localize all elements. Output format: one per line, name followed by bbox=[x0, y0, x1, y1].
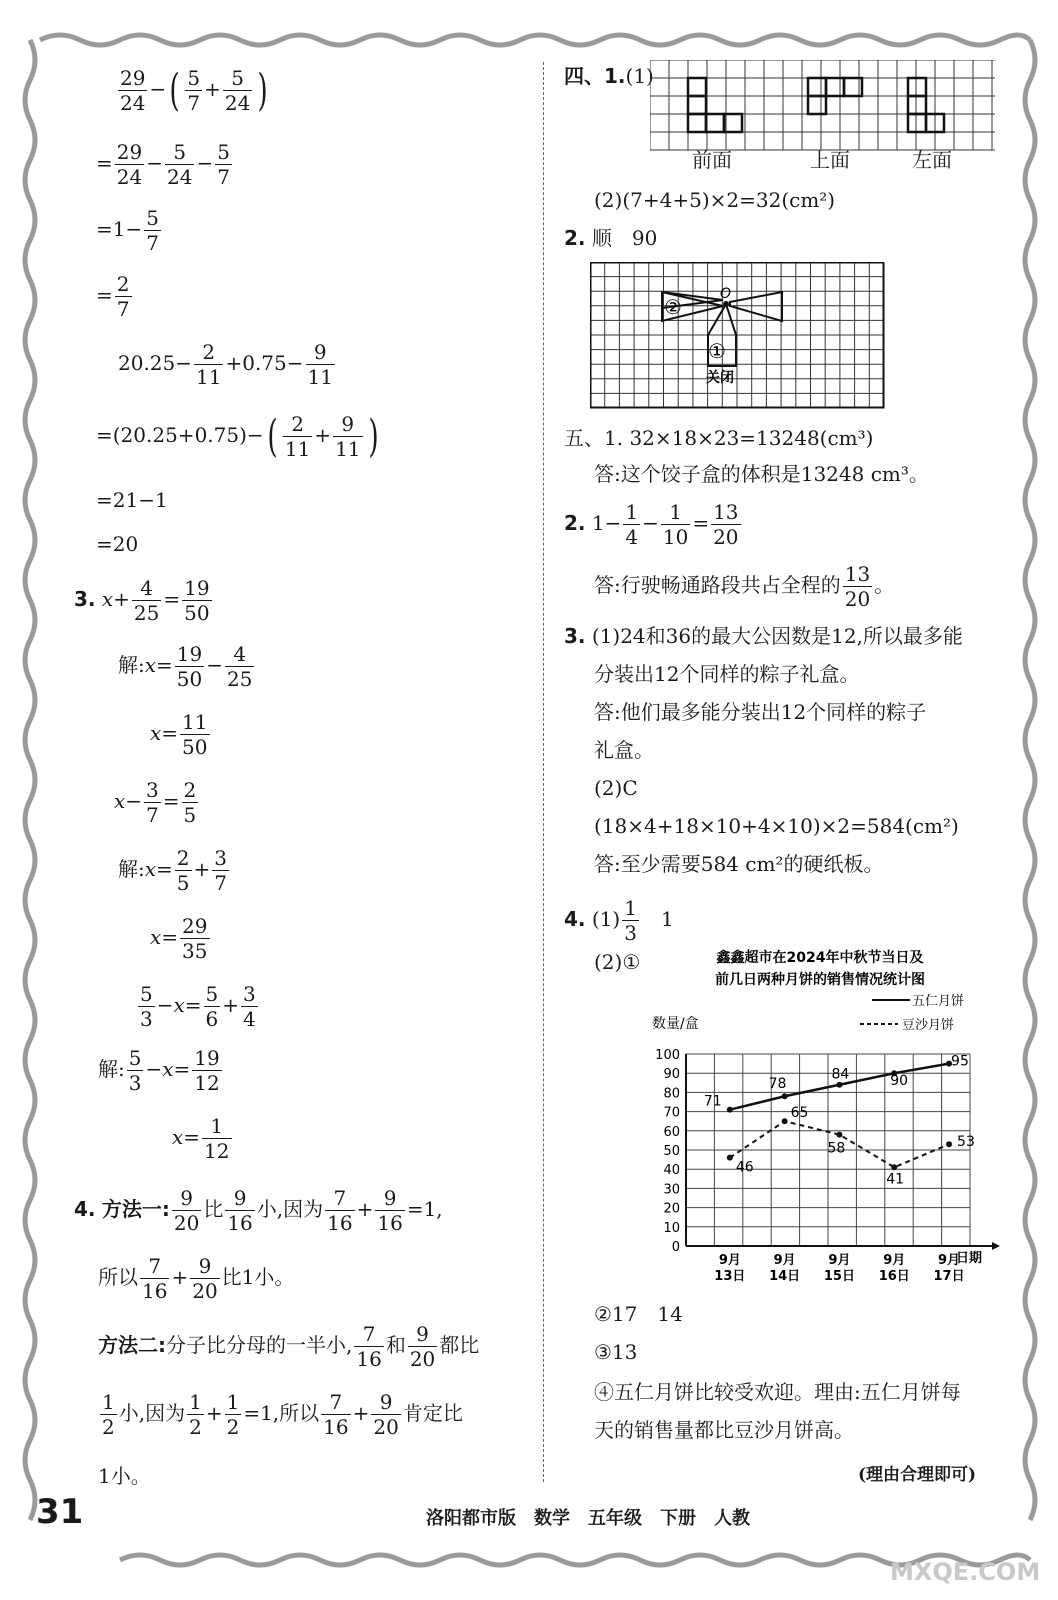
s5-q4-2-label: (2)① bbox=[594, 950, 641, 974]
watermark: MXQE.COM bbox=[890, 1558, 1041, 1586]
x-axis-arrow bbox=[992, 1242, 1000, 1250]
x-tick-label-day: 14日 bbox=[769, 1269, 801, 1284]
view-label-top: 上面 bbox=[810, 148, 850, 172]
q3-eq2: x− $\frac{3}{7}$ = $\frac{2}{5}$ bbox=[114, 778, 197, 827]
page-number: 31 bbox=[36, 1492, 84, 1532]
data-point bbox=[946, 1141, 952, 1147]
data-label: 78 bbox=[768, 1076, 787, 1093]
data-label: 53 bbox=[957, 1134, 975, 1151]
book-info: 洛阳都市版 数学 五年级 下册 人教 bbox=[426, 1508, 750, 1529]
y-tick-label: 30 bbox=[663, 1182, 680, 1198]
y-tick-label: 20 bbox=[663, 1201, 680, 1217]
chart-title-line2: 前几日两种月饼的销售情况统计图 bbox=[715, 972, 925, 988]
legend-label-dousha: 豆沙月饼 bbox=[902, 1018, 955, 1033]
x-tick-label-day: 13日 bbox=[714, 1269, 746, 1284]
grid-lines bbox=[650, 60, 995, 150]
y-tick-label: 60 bbox=[663, 1124, 680, 1140]
chart-title-line1: 鑫鑫超市在2024年中秋节当日及 bbox=[716, 950, 924, 966]
view-label-left: 左面 bbox=[912, 148, 952, 172]
calc1-line4: = $\frac{2}{7}$ bbox=[96, 272, 130, 321]
s5-q2-answer: 答:行驶畅通路段共占全程的 $\frac{13}{20}$ 。 bbox=[594, 562, 895, 611]
s5-q4-a2: ②17 14 bbox=[594, 1302, 683, 1326]
label-close: 关闭 bbox=[706, 370, 734, 386]
data-point bbox=[782, 1093, 788, 1099]
legend-label-wuren: 五仁月饼 bbox=[912, 994, 965, 1009]
x-tick-label-month: 9月 bbox=[718, 1253, 741, 1268]
calc1-line3: =1− $\frac{5}{7}$ bbox=[96, 206, 159, 255]
data-point bbox=[891, 1164, 897, 1170]
mooncake-sales-line-chart bbox=[640, 944, 1020, 1296]
x-tick-label-month: 9月 bbox=[883, 1253, 906, 1268]
data-point bbox=[727, 1155, 733, 1161]
q3-eq1: 3. x+ $\frac{4}{25}$ = $\frac{19}{50}$ bbox=[74, 576, 210, 625]
x-tick-label-month: 9月 bbox=[828, 1253, 851, 1268]
s5-q3-l6: (18×4+18×10+4×10)×2=584(cm²) bbox=[594, 814, 959, 838]
data-label: 58 bbox=[827, 1140, 846, 1157]
y-tick-label: 100 bbox=[655, 1048, 680, 1063]
label-1: ① bbox=[708, 339, 726, 363]
data-label: 95 bbox=[951, 1053, 969, 1070]
s5-q4-a3: ③13 bbox=[594, 1340, 638, 1364]
q4-method1-line1: 4. 方法一: $\frac{9}{20}$ 比 $\frac{9}{16}$ 小,因为 $\frac{7}{16}$ + $\frac{9}{16}$ =1, bbox=[74, 1186, 443, 1235]
q3-eq2-step2: x= $\frac{29}{35}$ bbox=[150, 914, 208, 963]
q3-eq3-step2: x= $\frac{1}{12}$ bbox=[172, 1114, 230, 1163]
data-point bbox=[782, 1118, 788, 1124]
calc1-line1: $\frac{29}{24}$ −( $\frac{5}{7}$ + $\frac{5}{24}$ ) bbox=[120, 64, 269, 116]
s4-q2: 2. 顺 90 bbox=[564, 226, 658, 250]
s5-q1: 五、1. 32×18×23=13248(cm³) bbox=[564, 426, 874, 450]
q3-eq1-step2: x= $\frac{11}{50}$ bbox=[150, 710, 208, 759]
data-label: 46 bbox=[735, 1159, 754, 1176]
calc2-line4: =20 bbox=[96, 532, 139, 556]
s5-q3-l7: 答:至少需要584 cm²的硬纸板。 bbox=[594, 852, 884, 876]
s5-q3-l5: (2)C bbox=[594, 776, 638, 800]
s5-q4-a4-l2: 天的销售量都比豆沙月饼高。 bbox=[594, 1418, 854, 1442]
y-tick-label: 70 bbox=[663, 1105, 680, 1121]
column-divider bbox=[543, 62, 544, 1482]
s5-q1-answer: 答:这个饺子盒的体积是13248 cm³。 bbox=[594, 462, 929, 486]
left-view-shape bbox=[908, 78, 944, 132]
s5-q4-a4-l1: ④五仁月饼比较受欢迎。理由:五仁月饼每 bbox=[594, 1380, 961, 1404]
data-label: 65 bbox=[790, 1105, 809, 1122]
s5-q3-l3: 答:他们最多能分装出12个同样的粽子 bbox=[594, 700, 927, 724]
top-view-shape bbox=[808, 78, 862, 114]
label-o: O bbox=[720, 286, 732, 302]
x-tick-label-month: 9月 bbox=[773, 1253, 796, 1268]
data-point bbox=[836, 1132, 842, 1138]
y-tick-label: 40 bbox=[663, 1163, 680, 1179]
s5-q4-1: 4. (1) $\frac{1}{3}$ 1 bbox=[564, 896, 674, 945]
q4-method2-line2: $\frac{1}{2}$ 小,因为 $\frac{1}{2}$ + $\frac{1}{2}$ =1,所以 $\frac{7}{16}$ + $\frac{9}{20}$ 肯定比 bbox=[102, 1390, 463, 1439]
front-view-shape bbox=[688, 78, 742, 132]
q4-method1-line2: 所以 $\frac{7}{16}$ + $\frac{9}{20}$ 比1小。 bbox=[98, 1254, 295, 1303]
x-tick-label-day: 17日 bbox=[933, 1269, 965, 1284]
q3-eq1-step1: 解:x= $\frac{19}{50}$ − $\frac{4}{25}$ bbox=[118, 642, 253, 691]
calc2-line3: =21−1 bbox=[96, 488, 168, 512]
y-tick-label: 10 bbox=[663, 1220, 680, 1236]
x-tick-label-month: 9月 bbox=[938, 1253, 961, 1268]
q3-eq3: $\frac{5}{3}$ −x= $\frac{5}{6}$ + $\frac{3}{4}$ bbox=[140, 982, 256, 1031]
y-tick-label: 50 bbox=[663, 1144, 680, 1159]
q3-eq3-step1: 解: $\frac{5}{3}$ −x= $\frac{19}{12}$ bbox=[98, 1046, 220, 1095]
s4-q1-label: 四、1.(1) bbox=[564, 64, 654, 88]
data-label: 71 bbox=[703, 1093, 722, 1110]
s5-q2: 2. 1− $\frac{1}{4}$ − $\frac{1}{10}$ = $\frac{13}{20}$ bbox=[564, 500, 739, 549]
calc2-line2: =(20.25+0.75)−( $\frac{2}{11}$ + $\frac{9}{11}$ ) bbox=[96, 410, 379, 462]
y-tick-label: 80 bbox=[663, 1086, 680, 1102]
q4-method2-line3: 1小。 bbox=[98, 1464, 151, 1488]
data-label: 41 bbox=[886, 1171, 905, 1188]
chart-xlabel: 日期 bbox=[956, 1251, 983, 1266]
note: (理由合理即可) bbox=[858, 1465, 977, 1485]
calc2-line1: 20.25− $\frac{2}{11}$ +0.75− $\frac{9}{11}$ bbox=[118, 340, 333, 389]
s4-q1-part2: (2)(7+4+5)×2=32(cm²) bbox=[594, 188, 836, 212]
x-tick-label-day: 16日 bbox=[878, 1269, 910, 1284]
label-2: ② bbox=[664, 295, 682, 319]
calc1-line2: = $\frac{29}{24}$ − $\frac{5}{24}$ − $\frac{5}{7}$ bbox=[96, 140, 230, 189]
chart-grid bbox=[655, 1048, 1000, 1284]
y-tick-label: 90 bbox=[663, 1067, 680, 1083]
s5-q3-l4: 礼盒。 bbox=[594, 738, 654, 762]
q3-eq2-step1: 解:x= $\frac{2}{5}$ + $\frac{3}{7}$ bbox=[118, 846, 228, 895]
rotation-figure bbox=[590, 262, 886, 412]
y-tick-label: 0 bbox=[671, 1240, 680, 1255]
view-label-front: 前面 bbox=[692, 148, 732, 172]
data-label: 84 bbox=[831, 1066, 850, 1083]
data-point bbox=[727, 1107, 733, 1113]
q4-method2-line1: 方法二:分子比分母的一半小, $\frac{7}{16}$ 和 $\frac{9}{20}$ 都比 bbox=[98, 1322, 480, 1371]
s5-q3-l1: 3. (1)24和36的最大公因数是12,所以最多能 bbox=[564, 624, 963, 648]
data-label: 90 bbox=[890, 1073, 909, 1090]
grid-columns bbox=[650, 60, 992, 150]
chart-ylabel: 数量/盒 bbox=[652, 1016, 699, 1032]
s5-q3-l2: 分装出12个同样的粽子礼盒。 bbox=[594, 662, 860, 686]
x-tick-label-day: 15日 bbox=[823, 1269, 855, 1284]
